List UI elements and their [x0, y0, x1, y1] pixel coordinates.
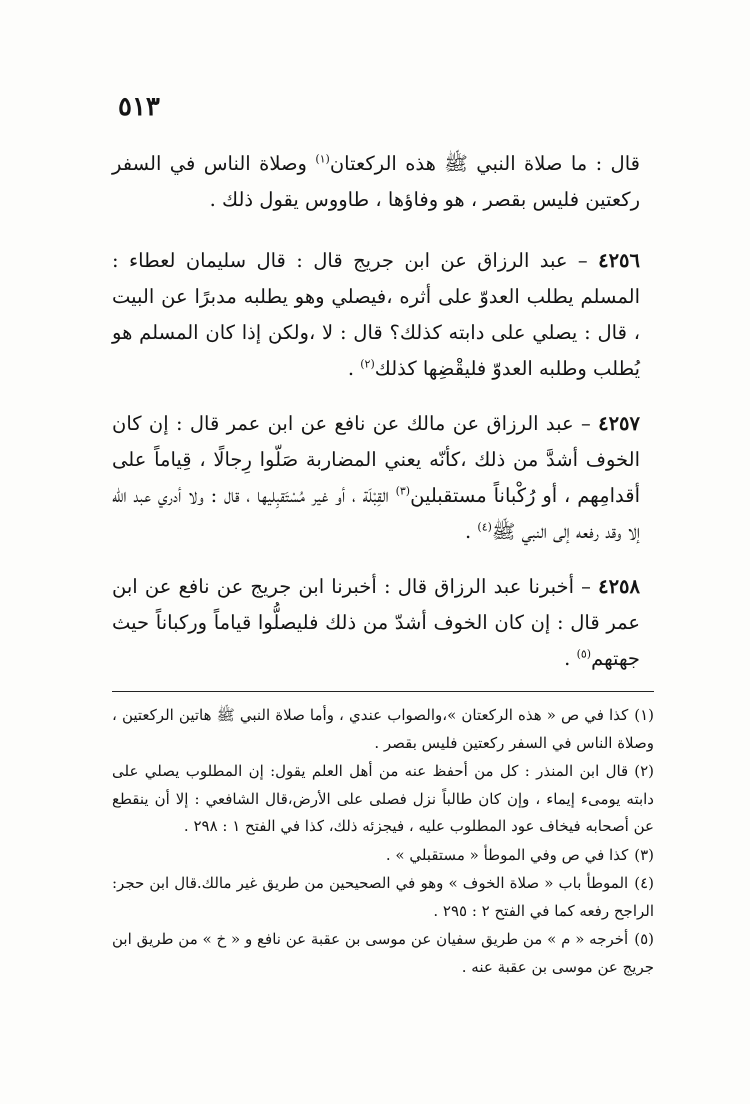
hadith-4258	[112, 569, 640, 677]
page-number: ٥١٣	[118, 92, 160, 122]
footnote-1	[112, 702, 654, 757]
footnote-ref: (٣)	[395, 484, 411, 498]
footnote-mark: (٤)	[634, 874, 654, 892]
paragraph-text: القِبْلَة ، أو غير مُسْتَقبِليها ، قال : ولا أدري عبد الله إلا وقد رفعه إلى النبي ﷺ	[112, 484, 640, 543]
footnote-mark: (٢)	[634, 762, 654, 780]
paragraph-text: – عبد الرزاق عن ابن جريج قال : قال سليمان لعطاء : المسلم يطلب العدوّ على أثره ،فيصلي وهو يطلبه مدبرًا عن البيت ، قال : يصلي على دابته كذلك؟ قال : لا ،ولكن إذا كان المسلم هو يُطلب وطلبه العدوّ فليقْضِها كذلك	[112, 249, 640, 380]
footnote-text: كذا في ص وفي الموطأ « مستقبلي » .	[385, 845, 629, 864]
footnote-text: الموطأ باب « صلاة الخوف » وهو في الصحيحين من طريق غير مالك.قال ابن حجر: الراجح رفعه كما في الفتح ٢ : ٢٩٥ .	[112, 874, 654, 920]
hadith-number: ٤٢٥٦	[598, 249, 640, 272]
footnote-text: قال ابن المنذر : كل من أحفظ عنه من أهل العلم يقول: إن المطلوب يصلي على دابته يومىء إيماء ، وإن كان طالباً نزل فصلى على الأرض،قال الشافعي : إلا أن ينقطع عن أصحابه فيخاف عود المطلوب عليه ، فيجزئه ذلك، كذا في الفتح ١ : ٢٩٨ .	[112, 762, 654, 835]
paragraph-text: .	[564, 647, 577, 670]
footnote-ref: (٢)	[360, 357, 375, 371]
footnote-divider	[112, 691, 654, 692]
footnote-ref: (١)	[315, 152, 330, 166]
hadith-number: ٤٢٥٧	[598, 412, 640, 435]
paragraph-text: قال : ما صلاة النبي ﷺ هذه الركعتان	[329, 152, 640, 175]
footnote-3	[112, 842, 654, 870]
footnotes	[112, 702, 654, 982]
footnote-mark: (٥)	[634, 930, 654, 948]
paragraph-text: – أخبرنا عبد الرزاق قال : أخبرنا ابن جريج عن نافع عن ابن عمر قال : إن كان الخوف أشدّ من ذلك فليصلُّوا قياماً وركباناً حيث جهتهم	[112, 575, 640, 670]
footnote-ref: (٥)	[576, 647, 592, 661]
paragraph-text: وصلاة الناس في السفر ركعتين فليس بقصر ، هو وفاؤها ، طاووس يقول ذلك .	[112, 152, 640, 211]
footnote-5	[112, 926, 654, 981]
paragraph-text: .	[347, 357, 361, 380]
hadith-4256	[112, 243, 640, 387]
footnote-ref: (٤)	[477, 520, 492, 534]
footnote-text: أخرجه « م » من طريق سفيان عن موسى بن عقبة عن نافع و « خ » من طريق ابن جريج عن موسى بن عقبة عنه .	[112, 930, 654, 976]
paragraph-intro	[112, 146, 640, 218]
hadith-4257	[112, 406, 640, 550]
paragraph-text: – عبد الرزاق عن مالك عن نافع عن ابن عمر قال : إن كان الخوف أشدَّ من ذلك ،كأنّه يعني المضاربة صَلّوا رِجالًا ، قِياماً على أقدامِهم ، أو رُكْباناً مستقبلين	[112, 412, 641, 507]
footnote-2	[112, 758, 654, 841]
hadith-number: ٤٢٥٨	[598, 575, 640, 598]
footnote-mark: (٣)	[634, 845, 654, 864]
footnote-mark: (١)	[634, 706, 654, 724]
footnote-4	[112, 870, 654, 925]
footnote-text: كذا في ص « هذه الركعتان »،والصواب عندي ، وأما صلاة النبي ﷺ هاتين الركعتين ، وصلاة الناس في السفر ركعتين فليس بقصر .	[112, 706, 654, 752]
paragraph-text: .	[465, 520, 478, 543]
